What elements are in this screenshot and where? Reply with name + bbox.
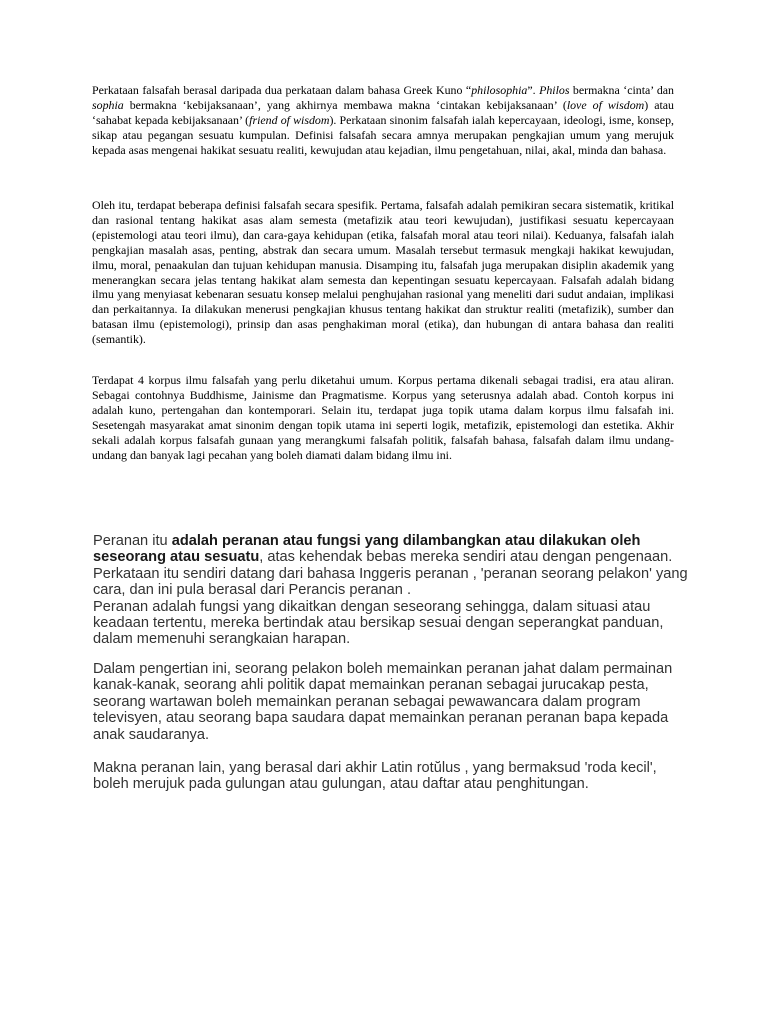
text-run: ”. (527, 83, 540, 97)
italic-term: philosophia (471, 83, 528, 97)
paragraph-falsafah-origin (92, 83, 674, 158)
paragraph-falsafah-korpus: Terdapat 4 korpus ilmu falsafah yang perlu diketahui umum. Korpus pertama dikenali sebagai tradisi, era atau aliran. Sebagai contohnya Buddhisme, Jainisme dan Pragmatisme. Korpus yang seterusnya adalah abad. Contoh korpus ini adalah kuno, pertengahan dan kontemporari. Selain itu, terdapat juga topik utama dalam korpus ilmu falsafah ini. Sesetengah masyarakat amat sinonim dengan topik utama ini seperti logik, metafizik, epistemologi dan estetika. Akhir sekali adalah korpus falsafah gunaan yang merangkumi falsafah politik, falsafah bahasa, falsafah dalam ilmu undang-undang dan banyak lagi pecahan yang boleh diamati dalam bidang ilmu ini. (92, 373, 674, 462)
italic-term: Philos (539, 83, 570, 97)
paragraph-falsafah-definitions: Oleh itu, terdapat beberapa definisi falsafah secara spesifik. Pertama, falsafah adalah pemikiran secara sistematik, kritikal dan rasional tentang hakikat asas alam semesta (metafizik atau teori kewujudan), justifikasi sesuatu kepercayaan (epistemologi atau teori ilmu), dan cara-gaya kehidupan (etika, falsafah moral atau teori nilai). Keduanya, falsafah ialah pengkajian masalah asas, penting, abstrak dan secara umum. Masalah tersebut termasuk mengkaji hakikat kewujudan, ilmu, moral, penaakulan dan tujuan kehidupan manusia. Disamping itu, falsafah juga merupakan disiplin akademik yang menerangkan secara jelas tentang hakikat alam semesta dan kepentingan sesuatu kepercayaan. Falsafah adalah bidang ilmu yang menyiasat kebenaran sesuatu konsep melalui penghujahan rasional yang meneliti dari sudut andaian, implikasi dan perkaitannya. Ia dilakukan menerusi pengkajian khusus tentang hakikat dan struktur realiti (metafizik), sumber dan batasan ilmu (epistemologi), prinsip dan asas penghakiman moral (etika), dan hubungan di antara bahasa dan realiti (semantik). (92, 198, 674, 347)
peranan-function: Peranan adalah fungsi yang dikaitkan dengan seseorang sehingga, dalam situasi atau keadaan tertentu, mereka bertindak atau bersikap sesuai dengan seperangkat panduan, dalam memenuhi serangkaian harapan. (93, 598, 664, 648)
paragraph-peranan-examples: Dalam pengertian ini, seorang pelakon boleh memainkan peranan jahat dalam permainan kanak-kanak, seorang ahli politik dapat memainkan peranan sebagai jurucakap pesta, seorang wartawan boleh memainkan peranan sebagai pewawancara dalam program televisyen, atau seorang bapa saudara dapat memainkan peranan peranan bapa kepada anak saudaranya. (93, 661, 673, 743)
bold-definition: adalah peranan atau fungsi yang dilambangkan atau dilakukan oleh seseorang atau sesuatu (93, 533, 641, 566)
italic-term: sophia (92, 97, 124, 112)
text-run: Perkataan falsafah berasal daripada dua perkataan dalam bahasa Greek Kuno “ (92, 83, 472, 97)
italic-term: love of wisdom (566, 97, 645, 112)
text-run: , atas kehendak bebas mereka sendiri atau dengan pengenaan. Perkataan itu sendiri datang dari bahasa Inggeris peranan , 'peranan seorang pelakon' yang cara, dan ini pula berasal dari Perancis peranan . (93, 549, 688, 599)
text-run: Peranan itu (93, 533, 172, 549)
italic-term: friend of wisdom (249, 112, 330, 127)
paragraph-peranan-definition (93, 533, 693, 648)
text-run: bermakna ‘cinta’ dan (569, 83, 675, 97)
peranan-intro (93, 533, 693, 599)
text-run: ) atau ‘sahabat kepada kebijaksanaan’ ( (92, 97, 675, 127)
text-run: bermakna ‘kebijaksanaan’, yang akhirnya membawa makna ‘cintakan kebijaksanaan’ ( (123, 97, 567, 112)
text-run: ). Perkataan sinonim falsafah ialah kepercayaan, ideologi, isme, konsep, sikap atau pegangan sesuatu kumpulan. Definisi falsafah secara amnya merupakan pengkajian umum yang merujuk kepada asas mengenai hakikat sesuatu realiti, kewujudan atau kejadian, ilmu pengetahuan, nilai, akal, minda dan bahasa. (92, 112, 675, 157)
paragraph-peranan-latin: Makna peranan lain, yang berasal dari akhir Latin rotŭlus , yang bermaksud 'roda kecil', boleh merujuk pada gulungan atau gulungan, atau daftar atau penghitungan. (93, 760, 657, 793)
